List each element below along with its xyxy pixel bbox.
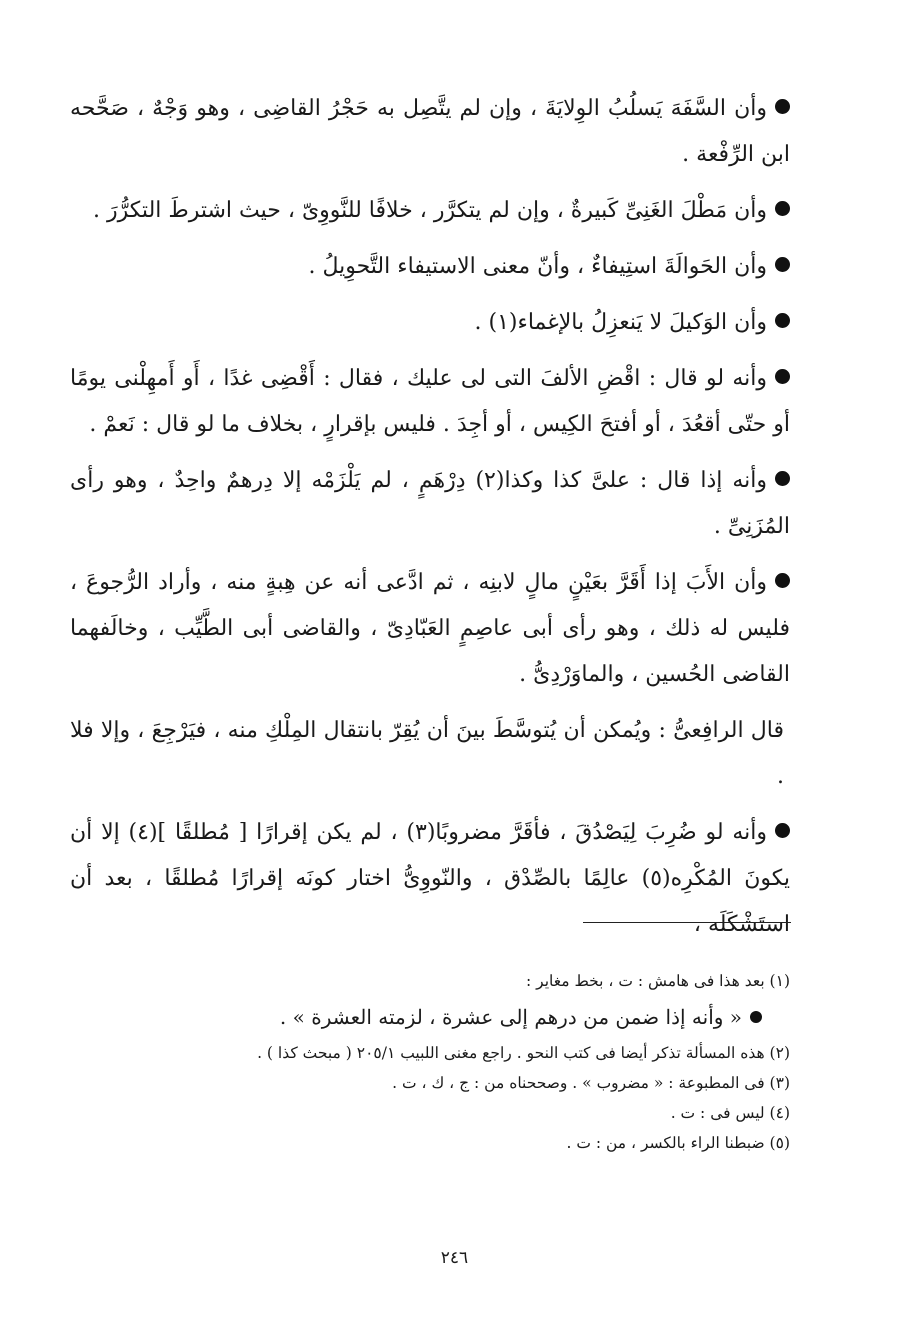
- paragraph-text: وأن السَّفَهَ يَسلُبُ الوِلايَةَ ، وإن لم يتَّصِل به حَجْرُ القاضِى ، وهو وَجْهٌ ، صَحَّحه ابن الرِّفْعة .: [70, 96, 790, 167]
- main-text: [70, 86, 790, 958]
- paragraph-text: وأنه لو قال : اقْضِ الألفَ التى لى عليك ، فقال : أَقْضِى غدًا ، أَو أَمهِلْنى يومًا أو حتّى أقعُدَ ، أو أفتحَ الكِيس ، أو أجِدَ . فليس بإقرارٍ ، بخلاف ما لو قال : نَعمْ .: [70, 366, 790, 437]
- footnotes: [70, 966, 790, 1158]
- footnote-separator: [583, 922, 791, 923]
- paragraph-7: [70, 560, 790, 698]
- paragraph-3: [70, 244, 790, 290]
- footnote-4: (٤) ليس فى : ت .: [670, 1104, 790, 1122]
- paragraph-text: وأنه لو ضُرِبَ لِيَصْدُقَ ، فأقَرَّ مضروبًا(٣) ، لم يكن إقرارًا [ مُطلقًا ](٤) إلا أن يكونَ المُكْرِه(٥) عالِمًا بالصِّدْق ، والنّووِىُّ اختار كونَه إقرارًا مُطلقًا ، بعد أن استَشْكَلَه ،: [70, 820, 790, 937]
- paragraph-6: [70, 458, 790, 550]
- bullet-icon: [775, 99, 790, 114]
- bullet-icon: [775, 369, 790, 384]
- page-number: ٢٤٦: [440, 1248, 469, 1268]
- footnote-1: (١) بعد هذا فى هامش : ت ، بخط مغاير :: [526, 972, 790, 990]
- paragraph-text: وأن الأَبَ إذا أَقَرَّ بعَيْنٍ مالٍ لابنِه ، ثم ادَّعى أنه عن هِبةٍ منه ، وأراد الرُّجوعَ ، فليس له ذلك ، وهو رأى أبى عاصِمٍ العَبّادِىّ ، والقاضى أبى الطَّيِّب ، وخالَفهما القاضى الحُسين ، والماوَرْدِىُّ .: [70, 570, 790, 687]
- paragraph-text: قال الرافِعىُّ : ويُمكن أن يُتوسَّطَ بينَ أن يُقِرّ بانتقال المِلْكِ منه ، فيَرْجِعَ ، وإلا فلا .: [70, 718, 784, 789]
- bullet-icon: [775, 257, 790, 272]
- footnote-5: (٥) ضبطنا الراء بالكسر ، من : ت .: [566, 1134, 790, 1152]
- paragraph-text: وأنه إذا قال : علىَّ كذا وكذا(٢) دِرْهَمٍ ، لم يَلْزَمْه إلا دِرهمٌ واحِدٌ ، وهو رأى المُزَنِىِّ .: [70, 468, 790, 539]
- footnote-1-quote: [70, 996, 790, 1038]
- paragraph-4: [70, 300, 790, 346]
- paragraph-2: [70, 188, 790, 234]
- bullet-icon: [775, 573, 790, 588]
- paragraph-text: وأن مَطْلَ الغَنِىِّ كَبيرةٌ ، وإن لم يتكرَّر ، خلافًا للنَّووِىّ ، حيث اشترطَ التكرُّرَ .: [93, 198, 767, 223]
- paragraph-text: وأن الوَكيلَ لا يَنعزِلُ بالإغماء(١) .: [474, 310, 767, 335]
- footnote-3: (٣) فى المطبوعة : « مضروب » . وصححناه من : ج ، ك ، ت .: [392, 1074, 790, 1092]
- bullet-icon: [775, 201, 790, 216]
- paragraph-5: [70, 356, 790, 448]
- bullet-icon: [775, 823, 790, 838]
- footnote-2: (٢) هذه المسألة تذكر أيضا فى كتب النحو . راجع مغنى اللبيب ٢٠٥/١ ( مبحث كذا ) .: [257, 1044, 790, 1062]
- paragraph-text: وأن الحَوالَةَ استِيفاءٌ ، وأنّ معنى الاستيفاء التَّحوِيلُ .: [308, 254, 767, 279]
- footnote-quote-text: « وأنه إذا ضمن من درهم إلى عشرة ، لزمته العشرة » .: [279, 1005, 742, 1029]
- bullet-icon: [775, 313, 790, 328]
- paragraph-9: [70, 810, 790, 948]
- bullet-icon: [750, 1011, 762, 1023]
- paragraph-1: [70, 86, 790, 178]
- bullet-icon: [775, 471, 790, 486]
- paragraph-8: [70, 708, 790, 800]
